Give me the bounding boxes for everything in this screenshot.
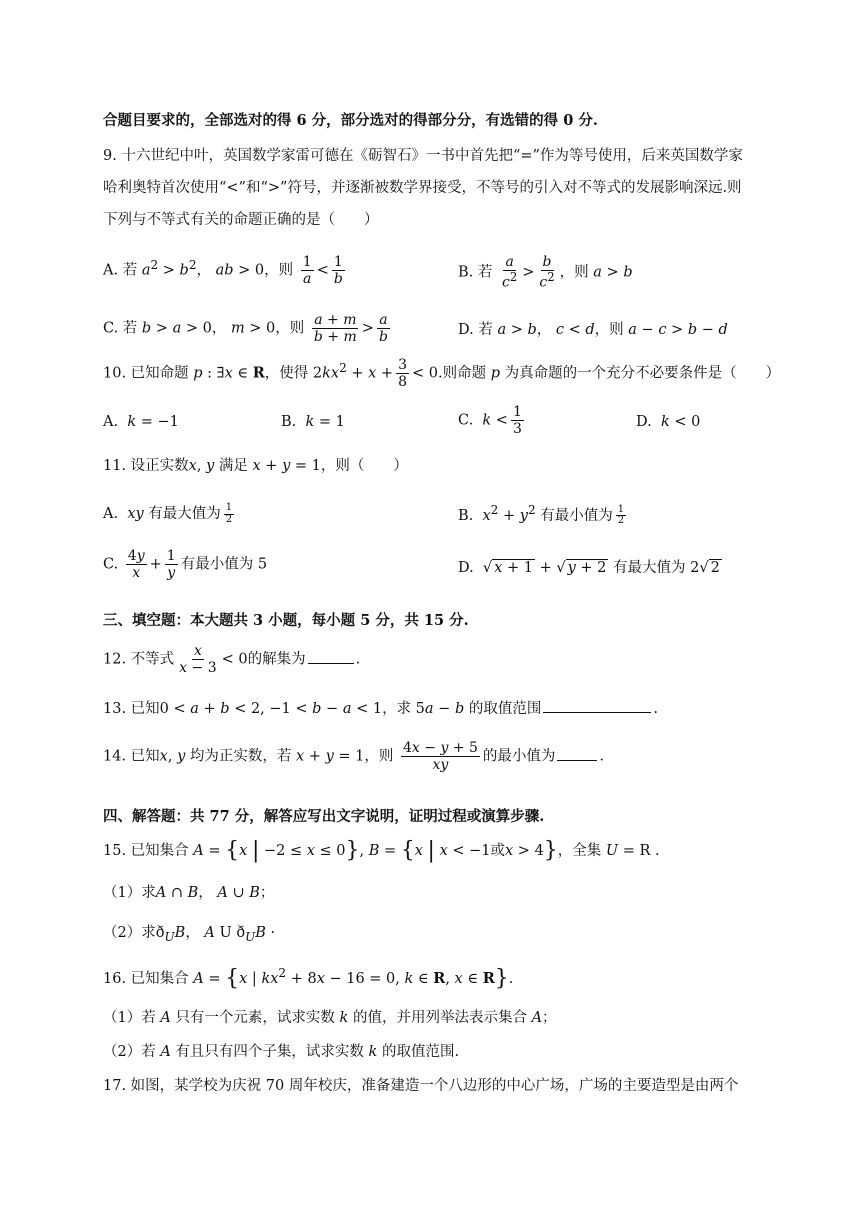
q16-part2: （2）若 A 有且只有四个子集，试求实数 k 的取值范围. <box>103 1044 460 1060</box>
q14: 14. 已知x, y 均为正实数，若 x + y = 1，则 $\frac{4x - y + 5}{xy}$ 的最小值为 . <box>103 740 605 774</box>
q13-answer-blank[interactable] <box>543 698 651 713</box>
section-4-heading: 四、解答题：共 77 分，解答应写出文字说明，证明过程或演算步骤. <box>103 808 545 825</box>
q10-option-a: A. k = −1 <box>103 414 179 430</box>
q9-option-a: A. 若 $a^2 > b^2$， ab > 0，则 $\frac{1}{a}$ < $\frac{1}{b}$ <box>103 254 343 288</box>
q9-stem-line2: 哈利奥特首次使用“<”和“>”符号，并逐渐被数学界接受，不等号的引入对不等式的发展影响深远.则 <box>103 180 742 196</box>
q10-option-b: B. k = 1 <box>281 414 345 430</box>
q16-stem: 16. 已知集合 A = {x | $kx^2 + 8x - 16 = 0$, k ∈ R, x ∈ R}. <box>103 965 514 991</box>
q11-stem: 11. 设正实数x, y 满足 x + y = 1，则（ ） <box>103 458 408 474</box>
q15-part2: （2）求$ð_UB$， A U $ð_UB$ · <box>103 925 276 944</box>
q16-part1: （1）若 A 只有一个元素，试求实数 k 的值，并用列举法表示集合 A； <box>103 1010 557 1026</box>
q10-option-c: C. k < $\frac{1}{3}$ <box>458 404 522 438</box>
q11-option-b: B. $x^2 + y^2$ 有最小值为 $\frac{1}{2}$ <box>458 503 625 527</box>
q12: 12. 不等式 $\frac{x}{x - 3}$ < 0的解集为 . <box>103 643 361 677</box>
q12-answer-blank[interactable] <box>308 649 354 664</box>
q9-option-c: C. 若 b > a > 0， m > 0，则 $\frac{a + m}{b + m}$ > $\frac{a}{b}$ <box>103 312 388 346</box>
q17-stem: 17. 如图，某学校为庆祝 70 周年校庆，准备建造一个八边形的中心广场，广场的主要造型是由两个 <box>103 1078 739 1094</box>
q13: 13. 已知0 < a + b < 2, −1 < b − a < 1，求 5a − b 的取值范围 . <box>103 698 658 718</box>
q10-option-d: D. k < 0 <box>636 414 701 430</box>
instruction-line: 合题目要求的，全部选对的得 6 分，部分选对的得部分分，有选错的得 0 分. <box>103 112 598 129</box>
q9-stem-line1: 9. 十六世纪中叶，英国数学家雷可德在《砺智石》一书中首先把“=”作为等号使用，后来英国数学家 <box>103 148 743 164</box>
q15-part1: （1）求A ∩ B， A ∪ B； <box>103 885 275 901</box>
q9-stem-line3: 下列与不等式有关的命题正确的是（ ） <box>103 212 379 228</box>
q9-option-d: D. 若 a > b， c < d，则 a − c > b − d <box>458 322 728 338</box>
q11-option-c: C. $\frac{4y}{x}$ + $\frac{1}{y}$ 有最小值为 5 <box>103 548 268 582</box>
q11-option-a: A. xy 有最大值为 $\frac{1}{2}$ <box>103 502 233 525</box>
section-3-heading: 三、填空题：本大题共 3 小题，每小题 5 分，共 15 分. <box>103 612 469 629</box>
q11-option-d: D. √ x + 1 + √ y + 2 有最大值为 2√ 2 <box>458 560 720 576</box>
q9-option-b: B. 若 $\frac{a}{c^2}$ > $\frac{b}{c^2}$ ，则 a > b <box>458 254 633 291</box>
q14-answer-blank[interactable] <box>557 746 597 761</box>
q15-stem: 15. 已知集合 A = {x | −2 ≤ x ≤ 0}, B = {x | x < −1或x > 4}，全集 U = R . <box>103 838 660 863</box>
q10-stem: 10. 已知命题 p : ∃x ∈ R，使得 $2kx^2 + x$ + $\frac{3}{8}$ < 0.则命题 p 为真命题的一个充分不必要条件是（ ） <box>103 357 781 391</box>
